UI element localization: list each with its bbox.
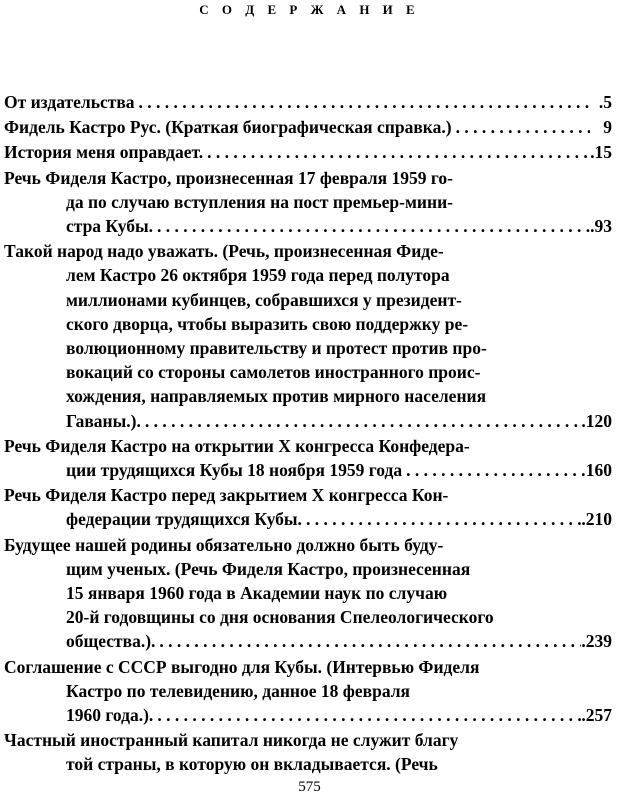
toc-entry-text: федерации трудящихся Кубы. [66, 509, 302, 530]
dot-leader [203, 140, 590, 164]
toc-entry-text: 1960 года.). [66, 705, 154, 726]
toc-entry-line [4, 434, 612, 458]
toc-entry-text: 15 января 1960 года в Академии наук по случаю [66, 583, 448, 604]
toc-entry-page: .210 [581, 509, 612, 530]
toc-entry-text: Кастро по телевидению, данное 18 февраля [66, 680, 411, 701]
toc-entry-text: Речь Фиделя Кастро, произнесенная 17 февраля 1959 го- [4, 167, 453, 188]
toc-entry-line [4, 288, 612, 312]
dot-leader [141, 409, 582, 433]
toc-entry-line [4, 214, 612, 238]
toc-entry-line [4, 90, 612, 114]
toc-entry [4, 483, 612, 531]
table-of-contents [4, 90, 612, 777]
dot-leader [302, 507, 581, 531]
toc-entry-line [4, 409, 612, 433]
toc-entry-text: Такой народ надо уважать. (Речь, произнесенная Фиде- [4, 241, 444, 262]
toc-entry-line [4, 360, 612, 384]
toc-entry-line [4, 507, 612, 531]
toc-entry-text: Будущее нашей родины обязательно должно быть буду- [4, 534, 444, 555]
dot-leader [135, 90, 590, 114]
toc-entry-page: .93 [590, 216, 612, 237]
toc-entry-line [4, 166, 612, 190]
toc-entry-line [4, 336, 612, 360]
toc-entry [4, 728, 612, 776]
toc-entry-text: вокаций со стороны самолетов иностранного проис- [66, 362, 481, 383]
toc-entry-text: Гаваны.). [66, 410, 141, 431]
toc-entry-line [4, 239, 612, 263]
toc-entry-line [4, 263, 612, 287]
dot-leader [153, 703, 581, 727]
toc-entry [4, 655, 612, 728]
dot-leader [452, 115, 590, 139]
toc-entry-line [4, 679, 612, 703]
toc-entry-line [4, 483, 612, 507]
toc-entry [4, 166, 612, 239]
page-number: 575 [298, 779, 321, 795]
dot-leader [402, 458, 586, 482]
toc-entry-text: От издательства [4, 92, 135, 112]
toc-entry-text: стра Кубы. [66, 216, 153, 237]
toc-entry-page: .239 [581, 631, 612, 652]
toc-entry-page: .120 [581, 410, 612, 431]
toc-entry-text: общества.). [66, 631, 156, 652]
toc-entry-text: щим ученых. (Речь Фиделя Кастро, произнесенная [66, 558, 471, 579]
toc-entry-text: Речь Фиделя Кастро перед закрытием X конгресса Кон- [4, 485, 449, 506]
toc-entry-line [4, 557, 612, 581]
toc-entry-text: Речь Фиделя Кастро на открытии X конгресса Конфедера- [4, 435, 470, 456]
toc-entry-page: .15 [590, 142, 612, 163]
toc-entry-text: той страны, в которую он вкладывается. (Речь [66, 754, 438, 775]
toc-entry-line [4, 728, 612, 752]
toc-entry [4, 434, 612, 482]
toc-entry-line [4, 384, 612, 408]
toc-entry-line [4, 458, 612, 482]
toc-entry-text: миллионами кубинцев, собравшихся у президент- [66, 289, 462, 310]
toc-entry-line [4, 581, 612, 605]
toc-entry-line [4, 533, 612, 557]
toc-entry [4, 239, 612, 433]
toc-entry-text: Частный иностранный капитал никогда не служит благу [4, 730, 459, 751]
toc-entry-text: хождения, направляемых против мирного населения [66, 386, 487, 407]
toc-entry-page: .5 [598, 92, 612, 112]
dot-leader [153, 214, 590, 238]
toc-entry-page: .257 [581, 705, 612, 726]
toc-entry-line [4, 629, 612, 653]
toc-entry [4, 90, 612, 114]
toc-entry-line [4, 655, 612, 679]
toc-entry-line [4, 752, 612, 776]
toc-entry-text: ции трудящихся Кубы 18 ноября 1959 года [66, 460, 403, 481]
toc-entry-line [4, 703, 612, 727]
toc-entry-page: 9 [603, 117, 612, 138]
toc-entry [4, 115, 612, 139]
toc-entry-text: Фидель Кастро Рус. (Краткая биографическая справка.) [4, 117, 452, 138]
toc-entry [4, 140, 612, 164]
toc-entry-line [4, 115, 612, 139]
toc-entry-line [4, 140, 612, 164]
toc-entry-line [4, 312, 612, 336]
toc-entry-text: 20-й годовщины со дня основания Спелеологического [66, 607, 494, 628]
toc-entry [4, 533, 612, 654]
dot-leader [155, 629, 581, 653]
toc-entry-line [4, 605, 612, 629]
toc-entry-text: История меня оправдает. [4, 142, 204, 163]
toc-entry-text: волюционному правительству и протест против про- [66, 338, 487, 359]
toc-entry-text: да по случаю вступления на пост премьер-мини- [66, 191, 453, 212]
toc-entry-line [4, 190, 612, 214]
toc-entry-text: ского дворца, чтобы выразить свою поддержку ре- [66, 313, 469, 334]
toc-entry-page: 160 [585, 460, 612, 481]
page-title: С О Д Е Р Ж А Н И Е [199, 2, 420, 17]
toc-entry-text: Соглашение с СССР выгодно для Кубы. (Интервью Фиделя [4, 656, 480, 677]
toc-entry-text: лем Кастро 26 октября 1959 года перед полутора [66, 265, 450, 286]
